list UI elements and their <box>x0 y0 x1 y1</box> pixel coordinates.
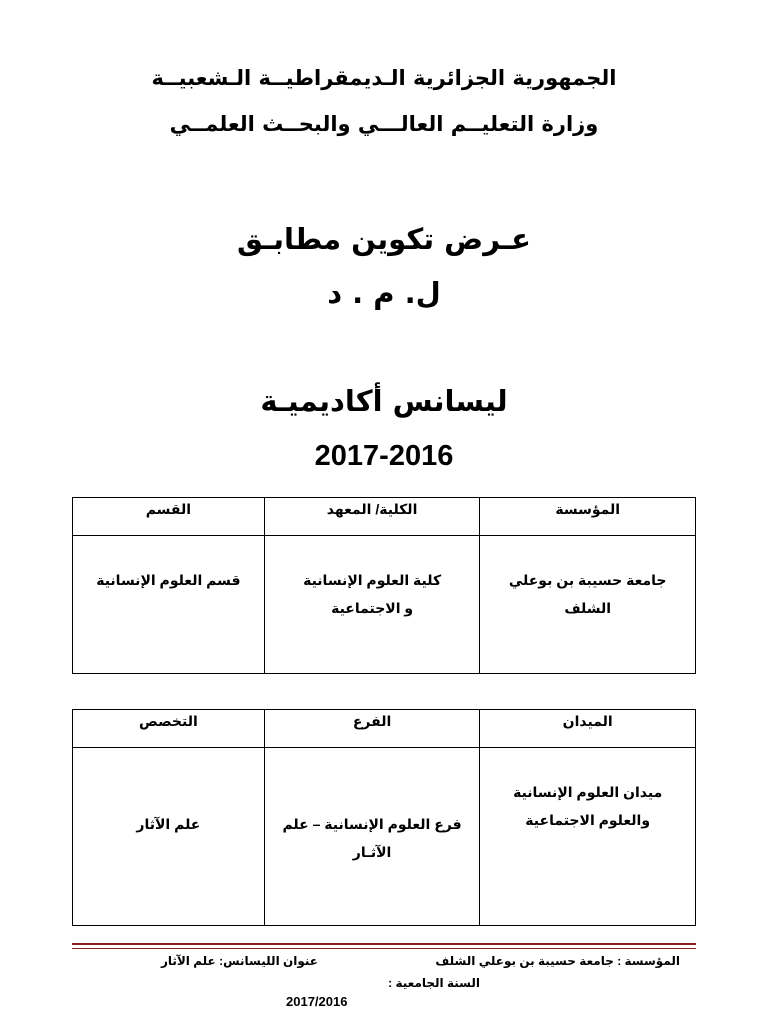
footer-academic-year: 2017/2016 <box>286 994 348 1009</box>
field-table <box>72 709 696 926</box>
cell-domain <box>480 748 696 926</box>
table-row <box>73 536 696 674</box>
republic-header: الجمهورية الجزائرية الـديمقراطيــة الـشعبيــة <box>151 66 617 90</box>
cell-branch <box>264 748 480 926</box>
table-header-row <box>73 710 696 748</box>
cell-faculty <box>264 536 480 674</box>
footer-institution: المؤسسة : جامعة حسيبة بن بوعلي الشلف <box>435 954 680 968</box>
ministry-header: وزارة التعليــم العالـــي والبحــث العلمــي <box>169 112 599 136</box>
institution-line-2: الشلف <box>564 600 612 616</box>
footer-license-title: عنوان الليسانس: علم الآثار <box>160 954 318 968</box>
table-row <box>73 748 696 926</box>
domain-line-1: ميدان العلوم الإنسانية <box>513 784 663 800</box>
offer-title: عـرض تكوين مطابـق <box>237 222 531 256</box>
cell-department <box>73 536 265 674</box>
header-institution: المؤسسة <box>480 498 696 536</box>
faculty-line-2: و الاجتماعية <box>331 600 414 616</box>
header-faculty: الكلية/ المعهد <box>264 498 480 536</box>
footer-academic-year-label: السنة الجامعية : <box>388 976 480 990</box>
header-department: القسم <box>73 498 265 536</box>
header-branch: الفرع <box>264 710 480 748</box>
department-line: قسم العلوم الإنسانية <box>96 572 241 588</box>
lmd-title: ل. م . د <box>327 276 441 310</box>
institution-table <box>72 497 696 674</box>
faculty-line-1: كلية العلوم الإنسانية <box>303 572 442 588</box>
cell-institution <box>480 536 696 674</box>
domain-line-2: والعلوم الاجتماعية <box>525 812 651 828</box>
footer-divider-thick <box>72 943 696 945</box>
branch-line: فرع العلوم الإنسانية – علم الآثـار <box>282 816 462 860</box>
header-specialty: التخصص <box>73 710 265 748</box>
table-header-row <box>73 498 696 536</box>
specialty-line: علم الآثار <box>136 816 201 832</box>
years-title: 2017-2016 <box>314 440 454 472</box>
institution-line-1: جامعة حسيبة بن بوعلي <box>508 572 667 588</box>
cell-specialty <box>73 748 265 926</box>
footer-divider-thin <box>72 948 696 949</box>
header-domain: الميدان <box>480 710 696 748</box>
license-title: ليسانس أكاديميـة <box>260 384 508 418</box>
